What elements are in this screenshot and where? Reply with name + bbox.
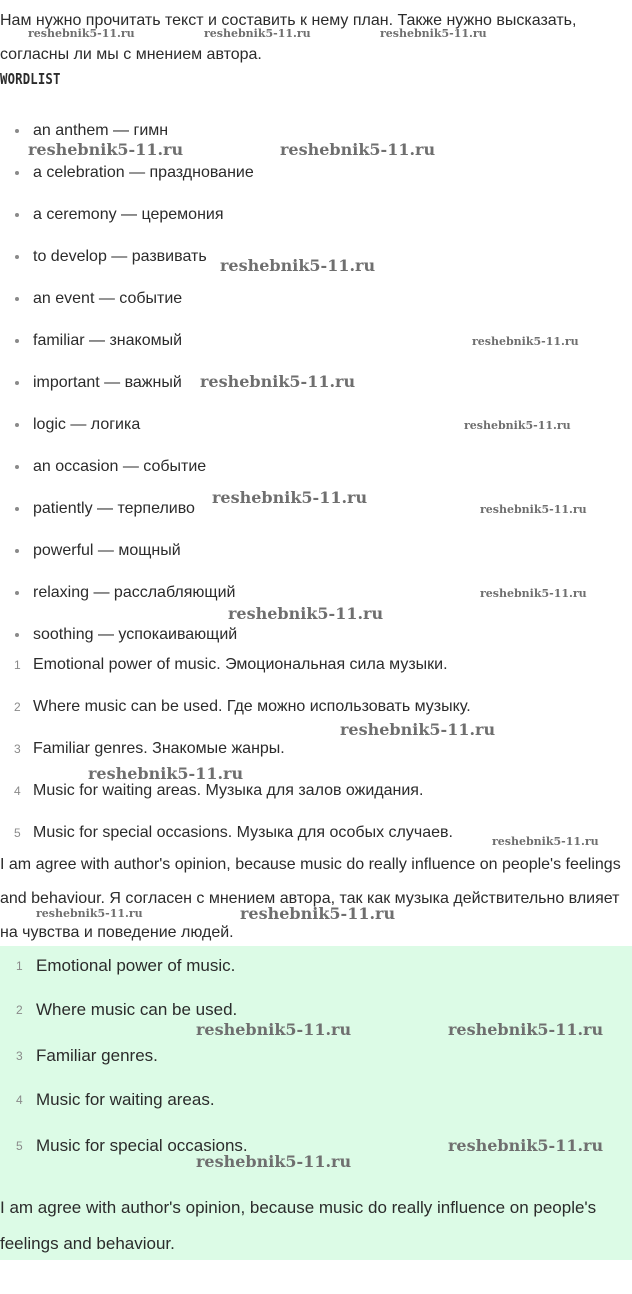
- watermark: reshebnik5-11.ru: [196, 1020, 352, 1039]
- intro-text: Нам нужно прочитать текст и составить к нему план. Также нужно высказать, согласны ли мы с мнением автора.: [0, 12, 577, 63]
- answer-opinion-text: I am agree with author's opinion, because music do really influence on people's feelings and behaviour.: [0, 1198, 597, 1253]
- watermark: reshebnik5-11.ru: [280, 140, 436, 159]
- opinion-text: I am agree with author's opinion, because music do really influence on people's feelings and behaviour. Я согласен с мнением автора, так как музыка действительно влияет на чувства и поведение людей.: [0, 856, 621, 941]
- answer-item: 2 Where music can be used.: [16, 1000, 238, 1019]
- watermark: reshebnik5-11.ru: [472, 335, 579, 348]
- list-item: powerful — мощный: [0, 532, 600, 570]
- list-item: logic — логика: [0, 406, 600, 444]
- watermark: reshebnik5-11.ru: [28, 27, 135, 40]
- bullet-icon: [15, 381, 19, 385]
- plan-item: 2 Where music can be used. Где можно использовать музыку.: [14, 698, 471, 715]
- bullet-icon: [15, 633, 19, 637]
- answer-item: 3 Familiar genres.: [16, 1046, 158, 1065]
- list-item: a celebration — празднование: [0, 154, 600, 192]
- list-item: important — важный: [0, 364, 600, 402]
- watermark: reshebnik5-11.ru: [240, 904, 396, 923]
- watermark: reshebnik5-11.ru: [464, 419, 571, 432]
- bullet-icon: [15, 507, 19, 511]
- list-item: familiar — знакомый: [0, 322, 600, 360]
- watermark: reshebnik5-11.ru: [228, 604, 384, 623]
- list-item: to develop — развивать: [0, 238, 600, 276]
- bullet-icon: [15, 423, 19, 427]
- wordlist-heading: WORDLIST: [0, 70, 61, 88]
- answer-item: 5 Music for special occasions.: [16, 1136, 248, 1155]
- watermark: reshebnik5-11.ru: [380, 27, 487, 40]
- list-item: relaxing — расслабляющий: [0, 574, 600, 612]
- bullet-icon: [15, 549, 19, 553]
- answer-item: 1 Emotional power of music.: [16, 956, 236, 975]
- bullet-icon: [15, 297, 19, 301]
- bullet-icon: [15, 339, 19, 343]
- watermark: reshebnik5-11.ru: [212, 488, 368, 507]
- plan-item: 5 Music for special occasions. Музыка для особых случаев.: [14, 824, 453, 841]
- bullet-icon: [15, 213, 19, 217]
- bullet-icon: [15, 129, 19, 133]
- watermark: reshebnik5-11.ru: [200, 372, 356, 391]
- bullet-icon: [15, 465, 19, 469]
- list-item: soothing — успокаивающий: [0, 616, 600, 654]
- watermark: reshebnik5-11.ru: [340, 720, 496, 739]
- watermark: reshebnik5-11.ru: [480, 587, 587, 600]
- watermark: reshebnik5-11.ru: [28, 140, 184, 159]
- answer-box: [0, 946, 632, 1260]
- plan-item: 3 Familiar genres. Знакомые жанры.: [14, 740, 285, 757]
- list-item: patiently — терпеливо: [0, 490, 600, 528]
- watermark: reshebnik5-11.ru: [36, 907, 143, 920]
- bullet-icon: [15, 171, 19, 175]
- answer-item: 4 Music for waiting areas.: [16, 1090, 215, 1109]
- watermark: reshebnik5-11.ru: [448, 1020, 604, 1039]
- watermark: reshebnik5-11.ru: [220, 256, 376, 275]
- watermark: reshebnik5-11.ru: [196, 1152, 352, 1171]
- plan-item: 4 Music for waiting areas. Музыка для залов ожидания.: [14, 782, 424, 799]
- plan-item: 1 Emotional power of music. Эмоциональная сила музыки.: [14, 656, 448, 673]
- bullet-icon: [15, 255, 19, 259]
- list-item: a ceremony — церемония: [0, 196, 600, 234]
- watermark: reshebnik5-11.ru: [492, 835, 599, 848]
- list-item: an event — событие: [0, 280, 600, 318]
- watermark: reshebnik5-11.ru: [448, 1136, 604, 1155]
- watermark: reshebnik5-11.ru: [88, 764, 244, 783]
- list-item: an occasion — событие: [0, 448, 600, 486]
- bullet-icon: [15, 591, 19, 595]
- watermark: reshebnik5-11.ru: [204, 27, 311, 40]
- list-item: an anthem — гимн: [0, 112, 600, 150]
- watermark: reshebnik5-11.ru: [480, 503, 587, 516]
